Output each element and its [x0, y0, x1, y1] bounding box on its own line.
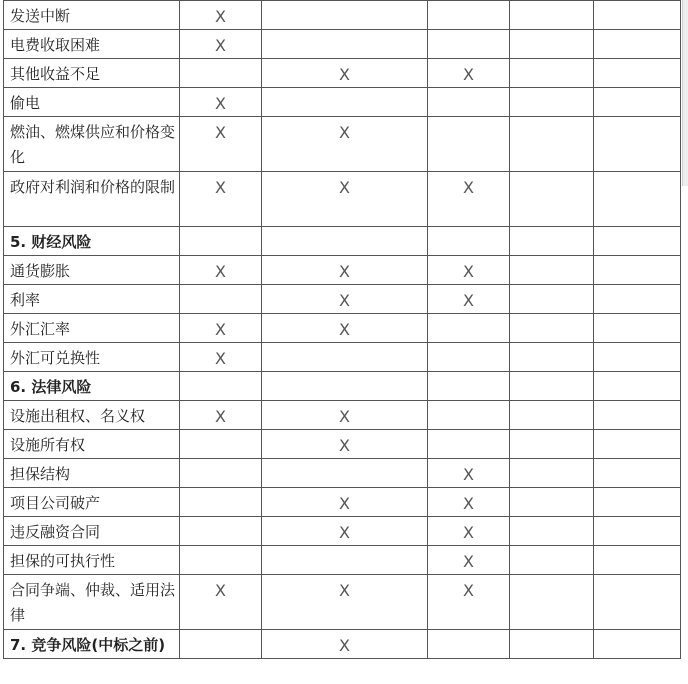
mark-cell [180, 575, 262, 630]
x-mark: X [339, 178, 350, 197]
mark-cell [428, 630, 510, 659]
x-mark: X [463, 581, 474, 600]
table-row [4, 314, 681, 343]
mark-cell [510, 488, 594, 517]
x-mark: X [339, 262, 350, 281]
risk-item-label: 发送中断 [4, 1, 180, 30]
x-mark: X [215, 407, 226, 426]
risk-item-label: 外汇汇率 [4, 314, 180, 343]
mark-cell [180, 285, 262, 314]
mark-cell [510, 1, 594, 30]
mark-cell [594, 314, 681, 343]
mark-cell [180, 88, 262, 117]
mark-cell [428, 59, 510, 88]
mark-cell [428, 30, 510, 59]
mark-cell [180, 117, 262, 172]
mark-cell [262, 488, 428, 517]
mark-cell [594, 546, 681, 575]
risk-item-label: 担保结构 [4, 459, 180, 488]
mark-cell [262, 575, 428, 630]
table-row [4, 517, 681, 546]
x-mark: X [215, 123, 226, 142]
mark-cell [262, 59, 428, 88]
mark-cell [594, 285, 681, 314]
x-mark: X [215, 178, 226, 197]
mark-cell [510, 546, 594, 575]
mark-cell [594, 488, 681, 517]
table-row [4, 430, 681, 459]
mark-cell [594, 430, 681, 459]
mark-cell [510, 401, 594, 430]
mark-cell [428, 488, 510, 517]
x-mark: X [215, 320, 226, 339]
risk-item-label: 外汇可兑换性 [4, 343, 180, 372]
x-mark: X [463, 523, 474, 542]
table-row [4, 88, 681, 117]
mark-cell [428, 256, 510, 285]
risk-item-label: 政府对利润和价格的限制 [4, 172, 180, 227]
x-mark: X [463, 494, 474, 513]
risk-item-label: 其他收益不足 [4, 59, 180, 88]
mark-cell [594, 30, 681, 59]
x-mark: X [339, 320, 350, 339]
mark-cell [180, 488, 262, 517]
mark-cell [428, 117, 510, 172]
mark-cell [262, 1, 428, 30]
table-row [4, 575, 681, 630]
table-row [4, 172, 681, 227]
mark-cell [180, 517, 262, 546]
mark-cell [594, 1, 681, 30]
section-header-row [4, 227, 681, 256]
mark-cell [510, 117, 594, 172]
mark-cell [180, 343, 262, 372]
mark-cell [262, 227, 428, 256]
mark-cell [594, 59, 681, 88]
risk-item-label: 设施出租权、名义权 [4, 401, 180, 430]
risk-table-body [4, 1, 681, 659]
x-mark: X [215, 36, 226, 55]
table-row [4, 117, 681, 172]
risk-item-label: 燃油、燃煤供应和价格变化 [4, 117, 180, 172]
mark-cell [262, 88, 428, 117]
table-row [4, 285, 681, 314]
mark-cell [510, 227, 594, 256]
risk-item-label: 设施所有权 [4, 430, 180, 459]
section-header-row [4, 630, 681, 659]
mark-cell [262, 459, 428, 488]
mark-cell [594, 227, 681, 256]
mark-cell [594, 517, 681, 546]
mark-cell [510, 285, 594, 314]
mark-cell [510, 575, 594, 630]
mark-cell [510, 30, 594, 59]
risk-item-label: 项目公司破产 [4, 488, 180, 517]
mark-cell [180, 546, 262, 575]
mark-cell [428, 1, 510, 30]
x-mark: X [463, 65, 474, 84]
mark-cell [428, 285, 510, 314]
risk-table-container [3, 0, 680, 659]
mark-cell [180, 401, 262, 430]
risk-item-label: 电费收取困难 [4, 30, 180, 59]
table-row [4, 343, 681, 372]
table-row [4, 488, 681, 517]
mark-cell [262, 401, 428, 430]
mark-cell [510, 517, 594, 546]
risk-matrix-table [3, 0, 681, 659]
x-mark: X [339, 581, 350, 600]
x-mark: X [463, 178, 474, 197]
mark-cell [262, 117, 428, 172]
x-mark: X [463, 465, 474, 484]
mark-cell [262, 343, 428, 372]
mark-cell [428, 575, 510, 630]
x-mark: X [339, 65, 350, 84]
mark-cell [180, 172, 262, 227]
mark-cell [594, 575, 681, 630]
mark-cell [594, 630, 681, 659]
mark-cell [262, 314, 428, 343]
mark-cell [180, 372, 262, 401]
x-mark: X [215, 262, 226, 281]
mark-cell [428, 314, 510, 343]
table-row [4, 256, 681, 285]
x-mark: X [339, 636, 350, 655]
mark-cell [262, 630, 428, 659]
mark-cell [180, 30, 262, 59]
table-row [4, 30, 681, 59]
mark-cell [262, 430, 428, 459]
mark-cell [510, 372, 594, 401]
mark-cell [594, 401, 681, 430]
mark-cell [428, 517, 510, 546]
mark-cell [594, 88, 681, 117]
x-mark: X [339, 523, 350, 542]
risk-item-label: 通货膨胀 [4, 256, 180, 285]
x-mark: X [463, 291, 474, 310]
table-row [4, 546, 681, 575]
mark-cell [428, 227, 510, 256]
x-mark: X [215, 94, 226, 113]
x-mark: X [215, 581, 226, 600]
mark-cell [262, 30, 428, 59]
table-row [4, 459, 681, 488]
section-header-row [4, 372, 681, 401]
mark-cell [262, 256, 428, 285]
mark-cell [510, 459, 594, 488]
mark-cell [594, 343, 681, 372]
mark-cell [510, 256, 594, 285]
x-mark: X [339, 436, 350, 455]
mark-cell [428, 401, 510, 430]
risk-item-label: 违反融资合同 [4, 517, 180, 546]
table-row [4, 1, 681, 30]
x-mark: X [339, 123, 350, 142]
mark-cell [180, 459, 262, 488]
x-mark: X [339, 291, 350, 310]
section-title: 6. 法律风险 [4, 372, 180, 401]
table-row [4, 59, 681, 88]
mark-cell [428, 546, 510, 575]
table-row [4, 401, 681, 430]
x-mark: X [463, 262, 474, 281]
x-mark: X [215, 7, 226, 26]
section-title: 7. 竞争风险(中标之前) [4, 630, 180, 659]
mark-cell [180, 314, 262, 343]
mark-cell [510, 630, 594, 659]
mark-cell [510, 430, 594, 459]
mark-cell [180, 59, 262, 88]
mark-cell [594, 172, 681, 227]
mark-cell [180, 430, 262, 459]
mark-cell [594, 459, 681, 488]
mark-cell [262, 372, 428, 401]
mark-cell [510, 59, 594, 88]
scrollbar-track[interactable] [682, 0, 688, 186]
mark-cell [510, 172, 594, 227]
mark-cell [428, 343, 510, 372]
mark-cell [428, 88, 510, 117]
risk-item-label: 担保的可执行性 [4, 546, 180, 575]
mark-cell [180, 630, 262, 659]
mark-cell [594, 117, 681, 172]
risk-item-label: 利率 [4, 285, 180, 314]
mark-cell [262, 172, 428, 227]
mark-cell [594, 372, 681, 401]
mark-cell [180, 1, 262, 30]
x-mark: X [339, 407, 350, 426]
mark-cell [594, 256, 681, 285]
section-title: 5. 财经风险 [4, 227, 180, 256]
mark-cell [262, 546, 428, 575]
risk-item-label: 偷电 [4, 88, 180, 117]
mark-cell [510, 314, 594, 343]
mark-cell [262, 285, 428, 314]
risk-item-label: 合同争端、仲裁、适用法律 [4, 575, 180, 630]
mark-cell [428, 172, 510, 227]
x-mark: X [463, 552, 474, 571]
mark-cell [428, 459, 510, 488]
x-mark: X [339, 494, 350, 513]
mark-cell [428, 372, 510, 401]
mark-cell [262, 517, 428, 546]
mark-cell [180, 227, 262, 256]
mark-cell [510, 343, 594, 372]
mark-cell [180, 256, 262, 285]
x-mark: X [215, 349, 226, 368]
mark-cell [428, 430, 510, 459]
mark-cell [510, 88, 594, 117]
